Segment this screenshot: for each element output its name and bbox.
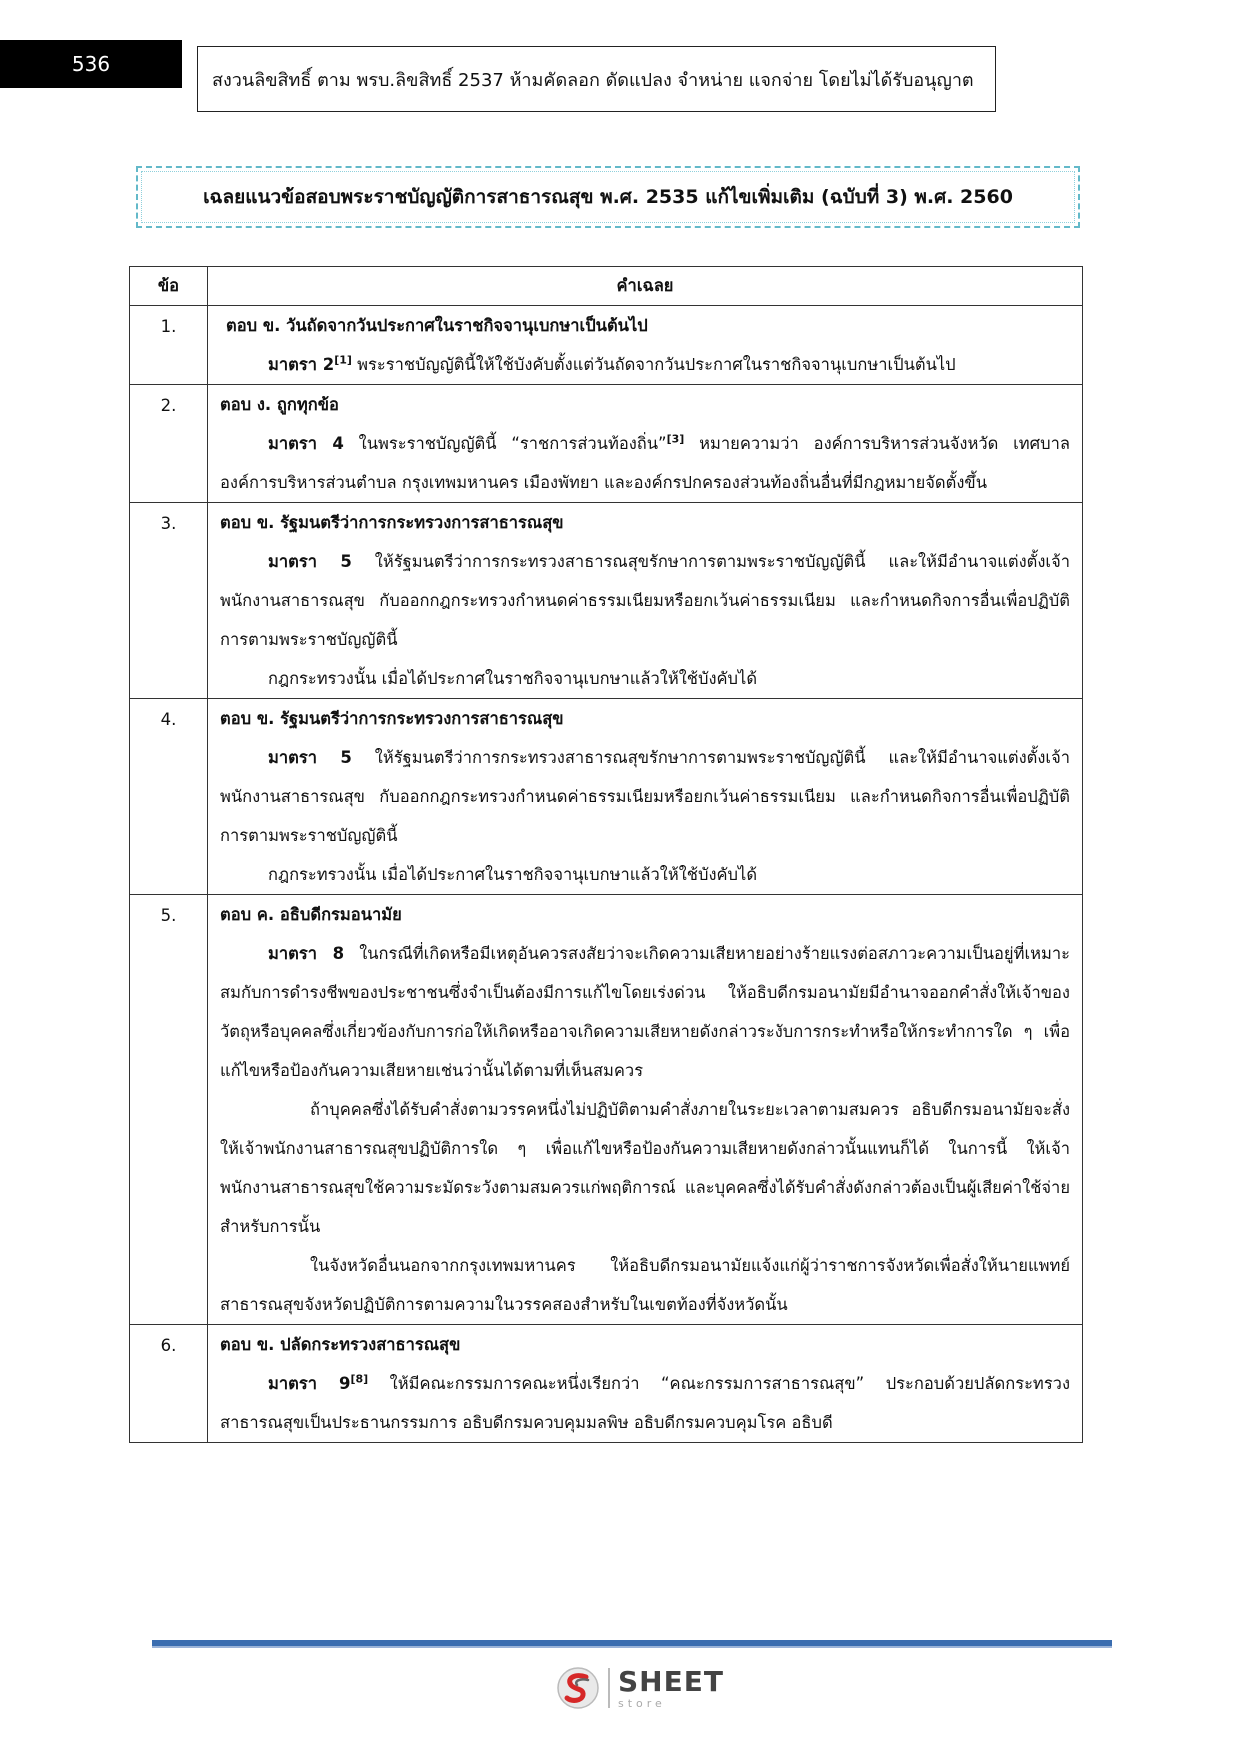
section-ref: มาตรา 5 bbox=[268, 552, 352, 571]
logo-sub-text: store bbox=[618, 1696, 666, 1710]
section-text: ให้มีคณะกรรมการคณะหนึ่งเรียกว่า “คณะกรรมการสาธารณสุข” ประกอบด้วยปลัดกระทรวงสาธารณสุขเป็นประธานกรรมการ อธิบดีกรมควบคุมมลพิษ อธิบดีกรมควบคุมโรค อธิบดี bbox=[220, 1374, 1070, 1432]
item-number: 4. bbox=[130, 699, 208, 895]
item-number: 3. bbox=[130, 503, 208, 699]
section-ref: มาตรา 8 bbox=[268, 944, 345, 963]
item-answer: ตอบ ข. รัฐมนตรีว่าการกระทรวงการสาธารณสุข bbox=[220, 709, 564, 728]
table-row bbox=[130, 306, 1083, 385]
item-answer: ตอบ ข. วันถัดจากวันประกาศในราชกิจจานุเบกษาเป็นต้นไป bbox=[226, 316, 648, 335]
item-content bbox=[208, 503, 1083, 699]
sheet-store-s-icon bbox=[556, 1666, 600, 1710]
section-text: ในพระราชบัญญัตินี้ “ราชการส่วนท้องถิ่น” bbox=[343, 434, 667, 453]
table-row bbox=[130, 895, 1083, 1325]
section-ref: มาตรา 5 bbox=[268, 748, 352, 767]
item-paragraph: ในจังหวัดอื่นนอกจากกรุงเทพมหานคร ให้อธิบดีกรมอนามัยแจ้งแก่ผู้ว่าราชการจังหวัดเพื่อสั่งให้นายแพทย์สาธารณสุขจังหวัดปฏิบัติการตามความในวรรคสองสำหรับในเขตท้องที่จังหวัดนั้น bbox=[220, 1256, 1070, 1314]
item-explanation bbox=[220, 1364, 1070, 1442]
table-row bbox=[130, 1325, 1083, 1443]
item-number: 2. bbox=[130, 385, 208, 503]
item-explanation bbox=[220, 345, 1070, 384]
section-text: ให้รัฐมนตรีว่าการกระทรวงสาธารณสุขรักษาการตามพระราชบัญญัตินี้ และให้มีอำนาจแต่งตั้งเจ้าพนักงานสาธารณสุข กับออกกฎกระทรวงกำหนดค่าธรรมเนียมหรือยกเว้นค่าธรรมเนียม และกำหนดกิจการอื่นเพื่อปฏิบัติการตามพระราชบัญญัตินี้ bbox=[220, 748, 1071, 845]
item-explanation bbox=[220, 738, 1070, 855]
logo-separator bbox=[608, 1668, 610, 1708]
logo-wordmark bbox=[618, 1664, 724, 1710]
table-row bbox=[130, 385, 1083, 503]
column-header-answer: คำเฉลย bbox=[208, 267, 1083, 306]
footnote-ref: [8] bbox=[350, 1372, 369, 1386]
page-number: 536 bbox=[0, 40, 182, 88]
item-answer: ตอบ ข. ปลัดกระทรวงสาธารณสุข bbox=[220, 1335, 461, 1354]
section-text: พระราชบัญญัตินี้ให้ใช้บังคับตั้งแต่วันถัดจากวันประกาศในราชกิจจานุเบกษาเป็นต้นไป bbox=[351, 355, 956, 374]
item-content bbox=[208, 895, 1083, 1325]
item-paragraph: กฎกระทรวงนั้น เมื่อได้ประกาศในราชกิจจานุเบกษาแล้วให้ใช้บังคับได้ bbox=[268, 865, 758, 884]
section-ref: มาตรา 9 bbox=[268, 1374, 351, 1393]
footer-divider bbox=[152, 1640, 1112, 1646]
item-paragraph: กฎกระทรวงนั้น เมื่อได้ประกาศในราชกิจจานุเบกษาแล้วให้ใช้บังคับได้ bbox=[268, 669, 758, 688]
copyright-notice: สงวนลิขสิทธิ์ ตาม พรบ.ลิขสิทธิ์ 2537 ห้ามคัดลอก ดัดแปลง จำหน่าย แจกจ่าย โดยไม่ได้รับอนุญาต bbox=[197, 46, 996, 112]
item-content bbox=[208, 1325, 1083, 1443]
item-content bbox=[208, 699, 1083, 895]
section-ref: มาตรา 2 bbox=[268, 355, 335, 374]
section-ref: มาตรา 4 bbox=[268, 434, 344, 453]
item-answer: ตอบ ง. ถูกทุกข้อ bbox=[220, 395, 339, 414]
item-explanation bbox=[220, 934, 1070, 1090]
item-number: 6. bbox=[130, 1325, 208, 1443]
page-title-text: เฉลยแนวข้อสอบพระราชบัญญัติการสาธารณสุข พ.ศ. 2535 แก้ไขเพิ่มเติม (ฉบับที่ 3) พ.ศ. 2560 bbox=[203, 186, 1013, 208]
table-header-row bbox=[130, 267, 1083, 306]
answer-table bbox=[129, 266, 1083, 1443]
column-header-no: ข้อ bbox=[130, 267, 208, 306]
item-content bbox=[208, 385, 1083, 503]
footnote-ref: [1] bbox=[334, 353, 352, 367]
item-paragraph: ถ้าบุคคลซึ่งได้รับคำสั่งตามวรรคหนึ่งไม่ปฏิบัติตามคำสั่งภายในระยะเวลาตามสมควร อธิบดีกรมอนามัยจะสั่งให้เจ้าพนักงานสาธารณสุขปฏิบัติการใด ๆ เพื่อแก้ไขหรือป้องกันความเสียหายดังกล่าวนั้นแทนก็ได้ ในการนี้ ให้เจ้าพนักงานสาธารณสุขใช้ความระมัดระวังตามสมควรแก่พฤติการณ์ และบุคคลซึ่งได้รับคำสั่งดังกล่าวต้องเป็นผู้เสียค่าใช้จ่ายสำหรับการนั้น bbox=[220, 1100, 1070, 1236]
item-answer: ตอบ ค. อธิบดีกรมอนามัย bbox=[220, 905, 402, 924]
section-text: ให้รัฐมนตรีว่าการกระทรวงสาธารณสุขรักษาการตามพระราชบัญญัตินี้ และให้มีอำนาจแต่งตั้งเจ้าพนักงานสาธารณสุข กับออกกฎกระทรวงกำหนดค่าธรรมเนียมหรือยกเว้นค่าธรรมเนียม และกำหนดกิจการอื่นเพื่อปฏิบัติการตามพระราชบัญญัตินี้ bbox=[220, 552, 1071, 649]
section-text: ในกรณีที่เกิดหรือมีเหตุอันควรสงสัยว่าจะเกิดความเสียหายอย่างร้ายแรงต่อสภาวะความเป็นอยู่ที่เหมาะสมกับการดำรงชีพของประชาชนซึ่งจำเป็นต้องมีการแก้ไขโดยเร่งด่วน ให้อธิบดีกรมอนามัยมีอำนาจออกคำสั่งให้เจ้าของวัตถุหรือบุคคลซึ่งเกี่ยวข้องกับการก่อให้เกิดหรืออาจเกิดความเสียหายดังกล่าวระงับการกระทำหรือให้กระทำการใด ๆ เพื่อแก้ไขหรือป้องกันความเสียหายเช่นว่านั้นได้ตามที่เห็นสมควร bbox=[220, 944, 1070, 1080]
table-row bbox=[130, 503, 1083, 699]
item-explanation bbox=[220, 542, 1070, 659]
table-row bbox=[130, 699, 1083, 895]
page-title bbox=[136, 166, 1080, 228]
footnote-ref: [3] bbox=[666, 432, 685, 446]
section-text-cont: หมายความว่า องค์การบริหารส่วนจังหวัด เทศบาล องค์การบริหารส่วนตำบล กรุงเทพมหานคร เมืองพัทยา และองค์กรปกครองส่วนท้องถิ่นอื่นที่มีกฎหมายจัดตั้งขึ้น bbox=[220, 434, 1070, 492]
item-answer: ตอบ ข. รัฐมนตรีว่าการกระทรวงการสาธารณสุข bbox=[220, 513, 564, 532]
item-content bbox=[208, 306, 1083, 385]
item-explanation bbox=[220, 424, 1070, 502]
logo-main-text: SHEET bbox=[618, 1664, 724, 1698]
item-number: 5. bbox=[130, 895, 208, 1325]
item-number: 1. bbox=[130, 306, 208, 385]
brand-logo bbox=[556, 1666, 724, 1710]
